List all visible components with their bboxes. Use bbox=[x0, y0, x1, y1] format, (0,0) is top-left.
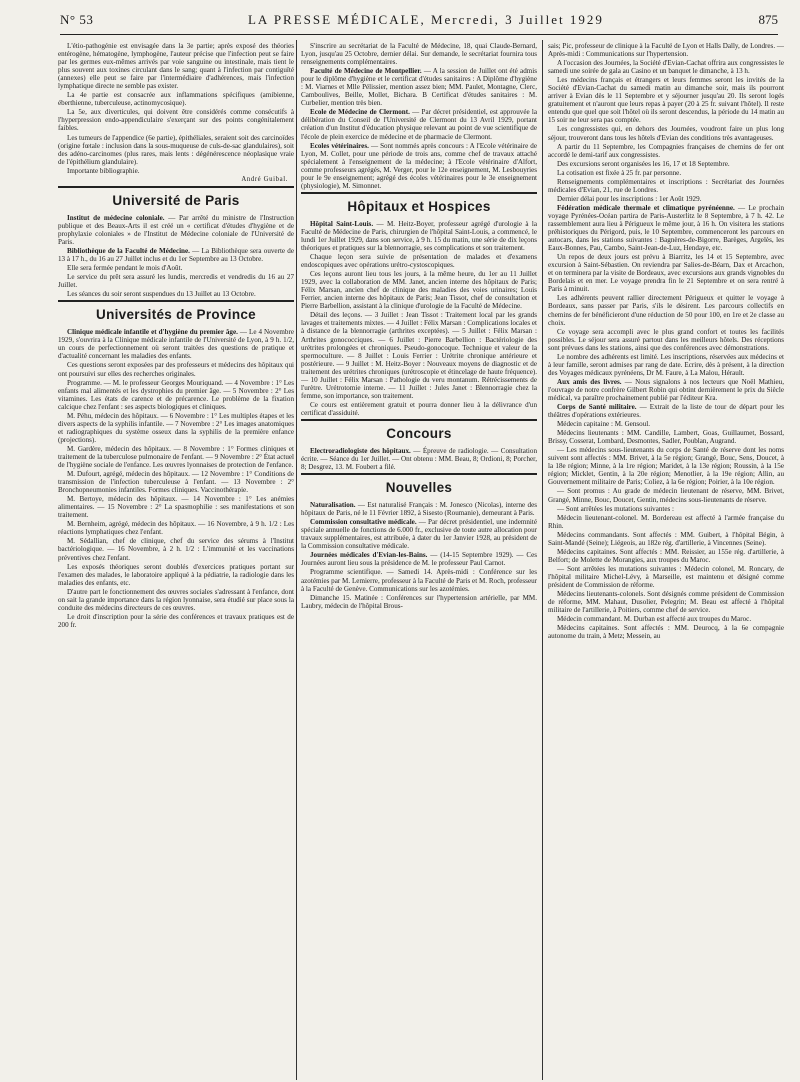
paragraph: Les congressistes qui, en dehors des Journées, voudront faire un plus long séjour, trouveront dans tous les hôtels d'Evian des conditions très avantageuses. bbox=[548, 125, 784, 142]
item-text: — La Bibliothèque sera ouverte de 13 à 17 h., du 16 au 27 Juillet inclus et du 1er Septembre au 13 Octobre. bbox=[58, 246, 294, 264]
paragraph: Ce voyage sera accompli avec le plus grand confort et toutes les facilités possibles. Le séjour sera assuré partout dans les meilleurs hôtels. Des réceptions sont prévues dans les stations, ainsi que des conférences avec démonstrations. bbox=[548, 327, 784, 352]
paragraph: M. Bernheim, agrégé, médecin des hôpitaux. — 16 Novembre, à 9 h. 1/2 : Les réactions lymphatiques chez l'enfant. bbox=[58, 520, 294, 537]
section-rule bbox=[301, 192, 537, 194]
paragraph: Ces questions seront exposées par des professeurs et médecins des hôpitaux qui ont poursuivi sur elles des recherches originales. bbox=[58, 361, 294, 378]
paragraph: L'étio-pathogénie est envisagée dans la 3e partie; après exposé des théories entérogène, hématogène, lymphogène, l'auteur précise que l'infection peut se faire par les germes eux-mêmes arrivés par voie sanguine ou intestinale, mais tient le plus souvent aux toxines circulant dans le sang; quant à l'infection par contiguïté (annexes) elle peut se faire par l'intermédiaire d'adhérences, mais l'infection lymphatique directe ne semble pas exister. bbox=[58, 42, 294, 91]
paragraph: Médecins lieutenants-colonels. Sont désignés comme président de Commission de réforme, MM. Mahaut, Dusolier, Pelegrin; M. Beau est affecté à l'hôpital militaire de l'artillerie, à Poitiers, comme chef de service. bbox=[548, 590, 784, 615]
item-heading: Aux amis des livres. bbox=[557, 377, 622, 386]
item-heading: Ecole de Médecine de Clermont. bbox=[310, 108, 410, 117]
paragraph: Ce cours est entièrement gratuit et pourra donner lieu à la délivrance d'un certificat d'assiduité. bbox=[301, 400, 537, 417]
item-text: — Par décret présidentiel, une indemnité spéciale annuelle de fonctions de 6.000 fr., exclusive de toute autre allocation pour travaux supplémentaires, est attribuée, à dater du 1er Janvier 1928, au président de la Commission consultative médicale. bbox=[301, 518, 537, 551]
paragraph: Renseignements complémentaires et inscriptions : Secrétariat des Journées médicales d'Evian, 21, rue de Londres. bbox=[548, 177, 784, 194]
paragraph: M. Sédallian, chef de clinique, chef du service des sérums à l'Institut bactériologique. — 16 Novembre, à 2 h. 1/2 : L'immunité et les vaccinations préventives chez l'enfant. bbox=[58, 537, 294, 562]
paragraph: La 5e, aux diverticules, qui doivent être considérés comme consécutifs à l'hyperpression endo-appendiculaire s'exerçant sur des points congénitalement faibles. bbox=[58, 108, 294, 133]
paragraph: Les médecins français et étrangers et leurs femmes seront les invités de la Société d'Evian-Cachat du samedi matin au dimanche soir, mais ils pourront arriver à Evian dès le 11 Septembre et y séjourner jusqu'au 20. Ils seront logés gratuitement et n'auront que leurs repas à payer (20 à 25 fr. suivant l'hôtel). Il reste entendu que quel que soit l'hôtel où ils seront descendus, la période du 14 matin au 15 soir ne leur sera pas comptée. bbox=[548, 76, 784, 125]
paragraph: Dernier délai pour les inscriptions : 1er Août 1929. bbox=[557, 194, 702, 203]
paragraph: — Les médecins sous-lieutenants du corps de Santé de réserve dont les noms suivent sont affectés : MM. Brivet, à la 5e région; Grangé, Bouc, Sens, Doucet, à la 18e région; Minne, à la 1re région; Maridet, à la 13e région; Roussin, à la 15e région; Micklet, Gentin, à la 20e région; Menotlier, à la 19e région; Allin, au Gouvernement militaire de Paris; Coliez, à la 6e région; Poirier, à la 10e région. bbox=[548, 446, 784, 487]
paragraph: Médecin capitaine : M. Gensoul. bbox=[557, 420, 650, 429]
paragraph: Des excursions seront organisées les 16, 17 et 18 Septembre. bbox=[557, 159, 730, 168]
column-1 bbox=[58, 42, 294, 1080]
paragraph: Le nombre des adhérents est limité. Les inscriptions, réservées aux médecins et à leur famille, seront admises par rang de date. Ecrire, dès à présent, à la direction des Voyages médicaux pyrénéens, Dr M. Faure, à La Malou, Hérault. bbox=[548, 352, 784, 377]
section-heading: Hôpitaux et Hospices bbox=[347, 198, 491, 214]
paragraph: D'autre part le fonctionnement des œuvres sociales s'adressant à l'enfance, dont on sait la grande importance dans la région lyonnaise, sera étudié sur place sous la conduite des médecins directeurs de ces œuvres. bbox=[58, 587, 294, 612]
paragraph: Le service du prêt sera assuré les lundis, mercredis et vendredis du 16 au 27 Juillet. bbox=[58, 273, 294, 290]
column-2 bbox=[301, 42, 537, 1080]
item-heading: Faculté de Médecine de Montpellier. bbox=[310, 67, 422, 76]
column-3 bbox=[548, 42, 784, 1080]
paragraph: sais; Pic, professeur de clinique à la Faculté de Lyon et Halls Dally, de Londres. — Après-midi : Communications sur l'hypertension. bbox=[548, 42, 784, 59]
item-heading: Commission consultative médicale. bbox=[310, 518, 417, 527]
item-heading: Clinique médicale infantile et d'hygiène du premier âge. bbox=[67, 328, 238, 337]
paragraph: Médecins capitaines. Sont affectés : MM. Reissier, au 155e rég. d'artillerie, à Belfort; de Molette de Morangies, aux troupes du Maroc. bbox=[548, 547, 784, 564]
paragraph: Les tumeurs de l'appendice (6e partie), épithéliales, seraient soit des carcinoïdes (origine fœtale : inclusion dans la sous-muqueuse de culs-de-sac glandulaires), soit des adéno-carcinomes (plus rares, mais lents : dégénérescence néoplasique vraie de l'épithélium glandulaire). bbox=[58, 133, 294, 166]
section-heading: Nouvelles bbox=[385, 480, 453, 496]
item-text: — Extrait de la liste de tour de départ pour les théâtres d'opérations extérieures. bbox=[548, 403, 784, 420]
paragraph: Médecins commandants. Sont affectés : MM. Guibert, à l'hôpital Bégin, à Saint-Mandé (Seine); Liégeois, au 182e rég. d'artillerie, à Vincennes (Seine). bbox=[548, 530, 784, 547]
paragraph: — Sont arrêtées les mutations suivantes : Médecin colonel, M. Roncary, de l'hôpital militaire Michel-Lévy, à Marseille, est maintenu et désigné comme président de Commission de réforme. bbox=[548, 564, 784, 589]
item-heading: Naturalisation. bbox=[310, 501, 356, 510]
item-heading: Corps de Santé militaire. bbox=[557, 403, 637, 412]
item-heading: Electroradiologiste des hôpitaux. bbox=[310, 446, 411, 455]
page-header bbox=[60, 6, 778, 35]
item-text: — Le 4 Novembre 1929, s'ouvrira à la Clinique médicale infantile de l'Université de Lyon, à 9 h. 1/2, un cours de perfectionnement où seront traitées des questions de pratique et d'actualité concernant les maladies des enfants. bbox=[58, 328, 294, 361]
item-text: — Le prochain voyage Pyrénées-Océan partira de Paris-Austerlitz le 8 Septembre, à 7 h. 42. Le rassemblement aura lieu à Périgueux le même jour, à 16 h. On visitera les stations préhistoriques du Périgord, puis, le 10 Septembre, commenceront les parcours en autocars, dans les stations suivantes : Bagnères-de-Bigorre, Barèges, Argelès, les Eaux-Bonnes, Pau, Cambo, Saint-Jean-de-Luz, Hendaye, etc. bbox=[548, 203, 784, 253]
paragraph: Elle sera fermée pendant le mois d'Août. bbox=[67, 264, 183, 273]
paragraph: Chaque leçon sera suivie de présentation de malades et d'examens endoscopiques avec opérations urétro-cystoscopiques. bbox=[301, 253, 537, 270]
paragraph: A partir du 11 Septembre, les Compagnies françaises de chemins de fer ont accordé le demi-tarif aux congressistes. bbox=[548, 142, 784, 159]
item-heading: Ecoles vétérinaires. bbox=[310, 141, 369, 150]
section-rule bbox=[58, 186, 294, 188]
column-divider bbox=[542, 40, 543, 1080]
paragraph: Importante bibliographie. bbox=[67, 166, 140, 175]
author-signature: André Guibal. bbox=[241, 175, 288, 183]
section-rule bbox=[301, 473, 537, 475]
paragraph: La 4e partie est consacrée aux inflammations spécifiques (amibienne, éberthienne, tuberculeuse, actinomycosique). bbox=[58, 91, 294, 108]
paragraph: Un repos de deux jours est prévu à Biarritz, les 14 et 15 Septembre, avec excursion à Saint-Sébastien. On reviendra par Salies-de-Béarn, Dax et Arcachon, et on terminera par la visite de Bordeaux, avec excursions aux grands vignobles du Bordelais et en mer. Le voyage prendra fin le 21 Septembre et on sera rentré à Paris à minuit. bbox=[548, 253, 784, 294]
paragraph: — Sont arrêtées les mutations suivantes : bbox=[557, 504, 675, 513]
section-heading: Universités de Province bbox=[96, 307, 256, 323]
item-heading: Institut de médecine coloniale. bbox=[67, 213, 165, 222]
paragraph: Médecins lieutenants : MM. Candille, Lambert, Goas, Guillaumet, Bossard, Brissy, Cosserat, Lombard, Desmontes, Sadler, Poublan, Augrand. bbox=[548, 429, 784, 446]
item-text: — Par décret présidentiel, est approuvée la délibération du Conseil de l'Université de Clermont du 13 Avril 1929, portant création d'un Institut d'éducation physique relevant au point de vue scientifique de l'école de plein exercice de médecine et de pharmacie de Clermont. bbox=[301, 108, 537, 141]
item-text: — Épreuve de radiologie. — Consultation écrite. — Séance du 1er Juillet. — Ont obtenu : MM. Beau, 8; Ordioni, 8; Porcher, 8; Desgrez, 13. M. Foubert a filé. bbox=[301, 446, 537, 472]
paragraph: M. Bertoye, médecin des hôpitaux. — 14 Novembre : 1° Les anémies alimentaires. — 15 Novembre : 2° La spasmophilie : ses manifestations et son traitement. bbox=[58, 495, 294, 520]
item-text: — M. Heitz-Boyer, professeur agrégé d'urologie à la Faculté de Médecine de Paris, chirurgien de l'hôpital Saint-Louis, a commencé, le lundi 1er Juillet 1929, dans son service, à 9 h. 15 du matin, une série de dix leçons théoriques et pratiques sur la blennorragie, ses complications et son traitement. bbox=[301, 219, 537, 252]
paragraph: Dimanche 15. Matinée : Conférences sur l'hypertension artérielle, par MM. Laubry, médecin de l'hôpital Brous- bbox=[301, 593, 537, 610]
section-rule bbox=[58, 300, 294, 302]
paragraph: Programme. — M. le professeur Georges Mouriquand. — 4 Novembre : 1° Les enfants mal alimentés et les dystrophies du premier âge. — 5 Novembre : 2° Les vitamines. Les états de carence et de précarence. Le problème de la fixation calcique chez l'enfant : ses aspects biologiques et cliniques. bbox=[58, 378, 294, 411]
paragraph: La cotisation est fixée à 25 fr. par personne. bbox=[557, 168, 682, 177]
paragraph: M. Dufourt, agrégé, médecin des hôpitaux. — 12 Novembre : 1° Conditions de transmission de l'infection tuberculeuse à l'enfant. — 13 Novembre : 2° Bronchopneumonies infantiles. Formes cliniques. Vaccinothérapie. bbox=[58, 470, 294, 495]
paragraph: Les séances du soir seront suspendues du 13 Juillet au 13 Octobre. bbox=[67, 290, 256, 299]
paragraph: — Sont promus : Au grade de médecin lieutenant de réserve, MM. Brivet, Grangé, Minne, Bouc, Doucet, Gentin, médecins sous-lieutenants de réserve. bbox=[548, 487, 784, 504]
section-heading: Université de Paris bbox=[112, 192, 240, 208]
paragraph: A l'occasion des Journées, la Société d'Evian-Cachat offrira aux congressistes le samedi une soirée de gala au Casino et un banquet le dimanche, à 13 h. bbox=[548, 59, 784, 76]
item-text: — Nous signalons à nos lecteurs que Noël Mathieu, l'ouvrage de notre confrère Gilbert Robin qui obtint dernièrement le prix du Siècle médical, va paraître prochainement publié par l'éditeur Kra. bbox=[548, 377, 784, 402]
item-text: — (14-15 Septembre 1929). — Ces Journées auront lieu sous la présidence de M. le professeur Paul Carnot. bbox=[301, 551, 537, 568]
paragraph: S'inscrire au secrétariat de la Faculté de Médecine, 18, quai Claude-Bernard, Lyon, jusqu'au 25 Octobre, dernier délai. Sur demande, le secrétariat fournira tous renseignements complémentaires. bbox=[301, 42, 537, 67]
paragraph: Les exposés théoriques seront doublés d'exercices pratiques portant sur l'examen des malades, le laboratoire appliqué à la pédiatrie, la radiologie dans les maladies des enfants, etc. bbox=[58, 562, 294, 587]
page-number: 875 bbox=[758, 12, 778, 27]
item-text: — Est naturalisé Français : M. Jonesco (Nicolas), interne des hôpitaux de Paris, né le 11 Février 1892, à Sisesto (Roumanie), demeurant à Paris. bbox=[301, 501, 537, 518]
paragraph: Les adhérents peuvent rallier directement Périgueux et quitter le voyage à Bordeaux, sans passer par Paris, s'ils le désirent. Les parcours collectifs en chemins de fer bénéficieront d'une réduction de 50 pour 100, en 1re et 2e classe au choix. bbox=[548, 294, 784, 327]
paragraph: Détail des leçons. — 3 Juillet : Jean Tissot : Traitement local par les grands lavages et traitements mixtes. — 4 Juillet : Félix Marsan : Complications locales et à distance de la blennorragie (arthrites exceptées). — 5 Juillet : Félix Marsan : Arthrites gonococciques. — 6 Juillet : Pierre Barbellion : Bactériologie des urétrites prolongées et chroniques. Pseudo-gonocoque. Technique et valeur de la spermoculture. — 8 Juillet : Louis Ferrier : Urétrite chronique antérieure et postérieure. — 9 Juillet : M. Heitz-Boyer : Nouveaux moyens de diagnostic et de traitement des urétrites chroniques (urétroscopie et étincelage de haute fréquence). — 10 Juillet : Félix Marsan : Pathologie du veru montanum. Rétrécissements de l'urètre. Urétrotomie interne. — 11 Juillet : Jules Janet : Blennorragie chez la femme, son importance, son traitement. bbox=[301, 311, 537, 400]
paragraph: Le droit d'inscription pour la série des conférences et travaux pratiques est de 200 fr. bbox=[58, 612, 294, 629]
item-text: — A la session de Juillet ont été admis pour le diplôme d'hygiène et le certificat d'études sanitaires : A Diplôme d'hygiène : M. Viarnes et Mlle Pélissier, mention assez bien; MM. Paulet, Montagne, Clerc, Camboulives, Beille, Mollet, Bichara. B Certificat d'études sanitaires : M. Curbelier, mention très bien. bbox=[301, 67, 537, 108]
item-heading: Hôpital Saint-Louis. bbox=[310, 219, 374, 228]
section-rule bbox=[301, 419, 537, 421]
paragraph: M. Péhu, médecin des hôpitaux. — 6 Novembre : 1° Les multiples étapes et les divers aspects de la syphilis infantile. — 7 Novembre : 2° Les images anatomiques et radiographiques du système osseux dans la syphilis de la première enfance (projections). bbox=[58, 411, 294, 444]
section-heading: Concours bbox=[386, 425, 452, 441]
item-heading: Bibliothèque de la Faculté de Médecine. bbox=[67, 246, 190, 255]
item-text: — Sont nommés après concours : A l'Ecole vétérinaire de Lyon, M. Collet, pour une période de trois ans, comme chef de travaux attaché spécialement à l'enseignement de la médecine; à l'Ecole vétérinaire d'Alfort, comme professeurs agrégés, M. Verger, pour le 12e enseignement, M. Lesbouyries pour le 9e enseignement; agrégé des écoles vétérinaires pour le 3e enseignement (physiologie), M. Simonnet. bbox=[301, 141, 537, 190]
masthead-title: LA PRESSE MÉDICALE, Mercredi, 3 Juillet 1929 bbox=[247, 12, 604, 27]
paragraph: Médecin commandant. M. Durban est affecté aux troupes du Maroc. bbox=[557, 615, 752, 624]
paragraph: M. Gardère, médecin des hôpitaux. — 8 Novembre : 1° Formes cliniques et traitement de la tuberculose pulmonaire de l'enfant. — 9 Novembre : 2° État actuel de l'hygiène sociale de l'enfance. Les œuvres lyonnaises de protection de l'enfance. bbox=[58, 444, 294, 470]
paragraph: Programme scientifique. — Samedi 14. Après-midi : Conférence sur les azotémies par M. Lemierre, professeur à la Faculté de Paris et M. Roch, professeur à la Faculté de Genève. Communications sur les azotémies. bbox=[301, 568, 537, 593]
paragraph: Médecins capitaines. Sont affectés : MM. Deurocq, à la 6e compagnie autonome du train, à Metz; Messein, au bbox=[548, 624, 784, 641]
item-heading: Journées médicales d'Evian-les-Bains. bbox=[310, 551, 428, 560]
column-divider bbox=[296, 40, 297, 1080]
issue-number: N° 53 bbox=[60, 12, 94, 27]
item-text: — Par arrêté du ministre de l'Instruction publique et des Beaux-Arts il est créé un « certificat d'études d'hygiène et de prophylaxie coloniales » de l'Institut de Médecine coloniale de l'Université de Paris. bbox=[58, 213, 294, 246]
paragraph: Ces leçons auront lieu tous les jours, à la même heure, du 1er au 11 Juillet 1929, avec la collaboration de MM. Janet, ancien interne des hôpitaux de Paris; Félix Marsan, ancien chef de clinique des maladies des voies urinaires; Louis Ferrier, ancien interne des hôpitaux de Paris; Jean Tissot, chef de consultation et Pierre Barbellion, assistant à la clinique d'urologie de la Faculté de Médecine. bbox=[301, 270, 537, 311]
item-heading: Fédération médicale thermale et climatique pyrénéenne. bbox=[557, 203, 735, 212]
paragraph: Médecin lieutenant-colonel. M. Bordereau est affecté à l'armée française du Rhin. bbox=[548, 513, 784, 530]
